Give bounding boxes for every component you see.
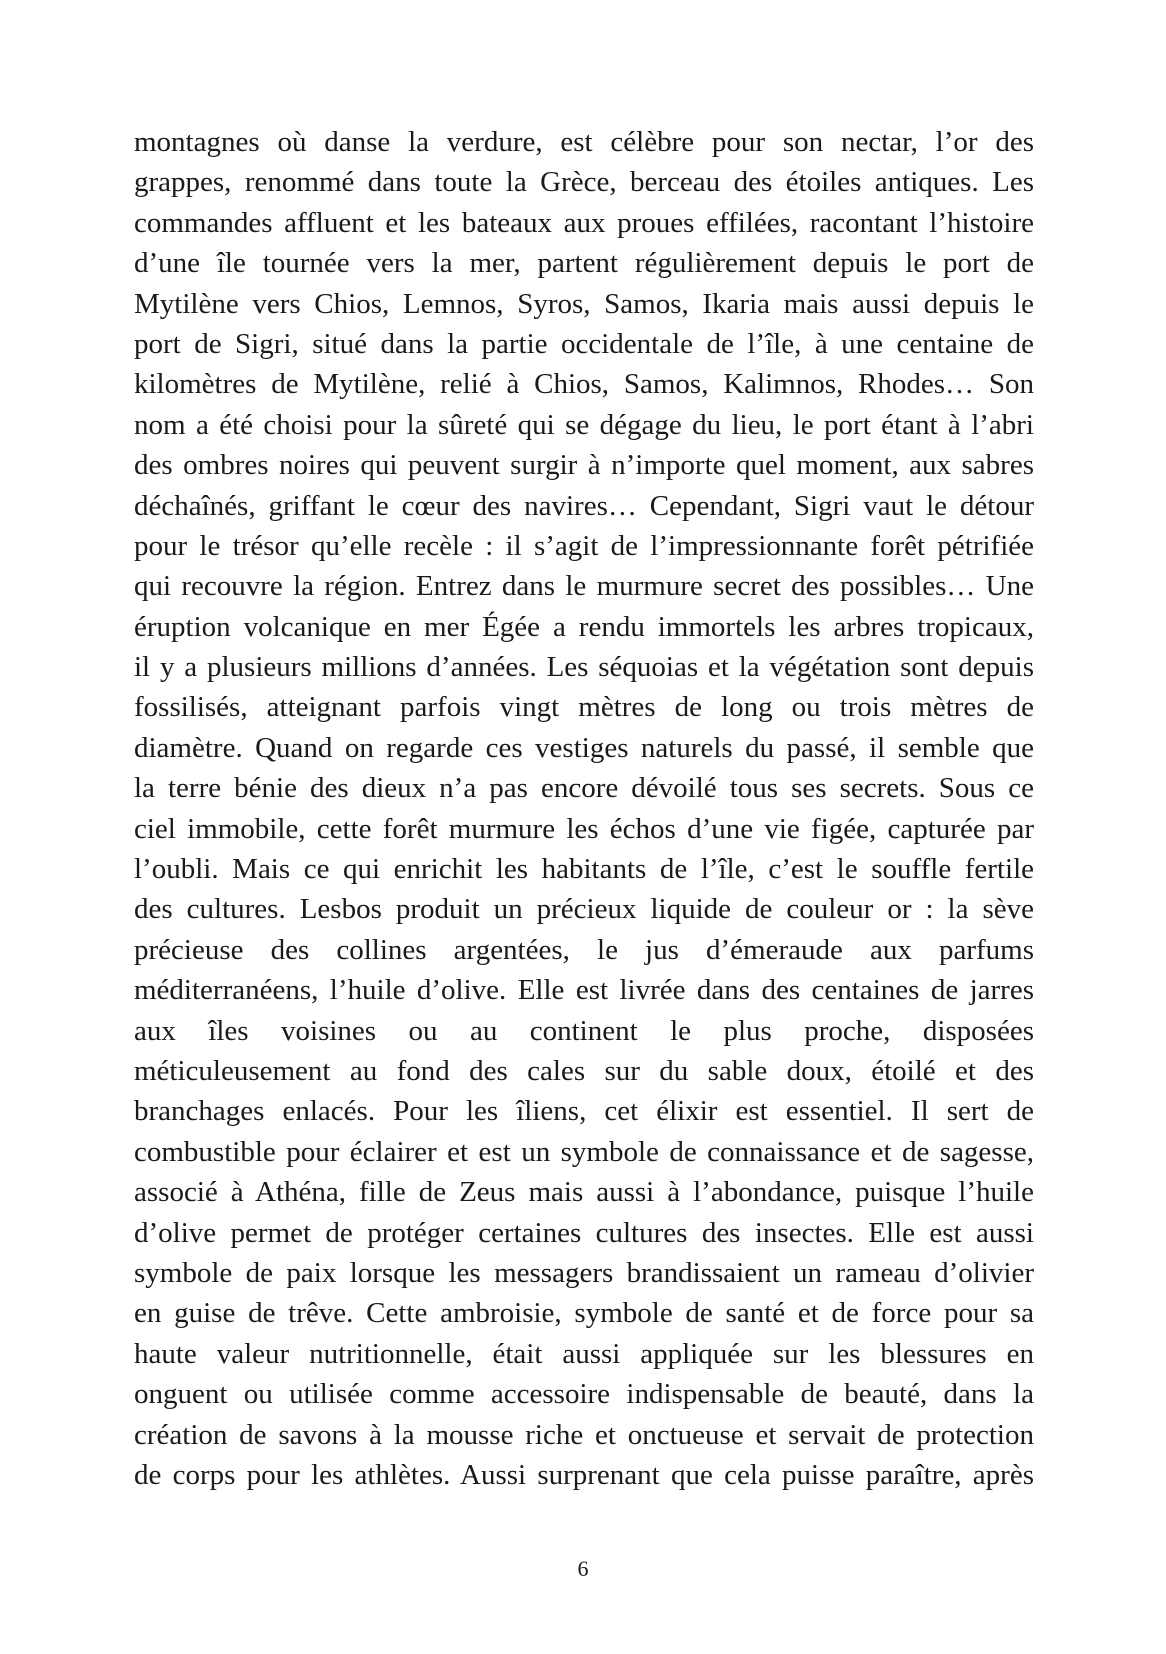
text-line: méticuleusement au fond des cales sur du sable doux, étoilé et des	[134, 1054, 1034, 1087]
text-line: création de savons à la mousse riche et onctueuse et servait de protection	[134, 1418, 1034, 1451]
text-line: méditerranéens, l’huile d’olive. Elle est livrée dans des centaines de jarres	[134, 974, 1034, 1007]
text-line: qui recouvre la région. Entrez dans le murmure secret des possibles… Une	[134, 570, 1034, 603]
text-line: diamètre. Quand on regarde ces vestiges naturels du passé, il semble que	[134, 731, 1034, 764]
page-number: 6	[577, 1556, 589, 1581]
text-line: associé à Athéna, fille de Zeus mais aussi à l’abondance, puisque l’huile	[134, 1176, 1034, 1209]
text-line: la terre bénie des dieux n’a pas encore dévoilé tous ses secrets. Sous ce	[134, 772, 1034, 805]
text-line: des ombres noires qui peuvent surgir à n’importe quel moment, aux sabres	[134, 449, 1034, 482]
text-line: de corps pour les athlètes. Aussi surprenant que cela puisse paraître, après	[134, 1458, 1034, 1491]
text-line: commandes affluent et les bateaux aux proues effilées, racontant l’histoire	[134, 206, 1034, 239]
text-line: d’olive permet de protéger certaines cultures des insectes. Elle est aussi	[134, 1216, 1034, 1249]
text-line: Mytilène vers Chios, Lemnos, Syros, Samos, Ikaria mais aussi depuis le	[134, 287, 1034, 320]
text-line: haute valeur nutritionnelle, était aussi appliquée sur les blessures en	[134, 1337, 1034, 1370]
text-line: branchages enlacés. Pour les îliens, cet élixir est essentiel. Il sert de	[134, 1095, 1034, 1128]
text-line: éruption volcanique en mer Égée a rendu immortels les arbres tropicaux,	[134, 610, 1034, 643]
text-line: il y a plusieurs millions d’années. Les séquoias et la végétation sont depuis	[134, 651, 1034, 684]
text-line: aux îles voisines ou au continent le plus proche, disposées	[134, 1014, 1034, 1047]
text-line: déchaînés, griffant le cœur des navires… Cependant, Sigri vaut le détour	[134, 489, 1034, 522]
text-line: nom a été choisi pour la sûreté qui se dégage du lieu, le port étant à l’abri	[134, 408, 1034, 441]
text-line: pour le trésor qu’elle recèle : il s’agit de l’impressionnante forêt pétrifiée	[134, 529, 1034, 562]
text-line: l’oubli. Mais ce qui enrichit les habitants de l’île, c’est le souffle fertile	[134, 853, 1034, 886]
text-line: montagnes où danse la verdure, est célèbre pour son nectar, l’or des	[134, 126, 1034, 158]
text-line: port de Sigri, situé dans la partie occidentale de l’île, à une centaine de	[134, 327, 1034, 360]
text-line: onguent ou utilisée comme accessoire indispensable de beauté, dans la	[134, 1378, 1034, 1411]
text-line: des cultures. Lesbos produit un précieux liquide de couleur or : la sève	[134, 893, 1034, 926]
text-line: ciel immobile, cette forêt murmure les échos d’une vie figée, capturée par	[134, 812, 1034, 845]
text-line: en guise de trêve. Cette ambroisie, symbole de santé et de force pour sa	[134, 1297, 1034, 1330]
text-line: précieuse des collines argentées, le jus d’émeraude aux parfums	[134, 933, 1034, 966]
text-line: grappes, renommé dans toute la Grèce, berceau des étoiles antiques. Les	[134, 166, 1034, 199]
body-paragraph	[134, 122, 1034, 1495]
text-line: fossilisés, atteignant parfois vingt mètres de long ou trois mètres de	[134, 691, 1034, 724]
text-line: kilomètres de Mytilène, relié à Chios, Samos, Kalimnos, Rhodes… Son	[134, 368, 1034, 401]
text-line: d’une île tournée vers la mer, partent régulièrement depuis le port de	[134, 247, 1034, 280]
text-line: combustible pour éclairer et est un symbole de connaissance et de sagesse,	[134, 1135, 1034, 1168]
text-line: symbole de paix lorsque les messagers brandissaient un rameau d’olivier	[134, 1256, 1034, 1289]
